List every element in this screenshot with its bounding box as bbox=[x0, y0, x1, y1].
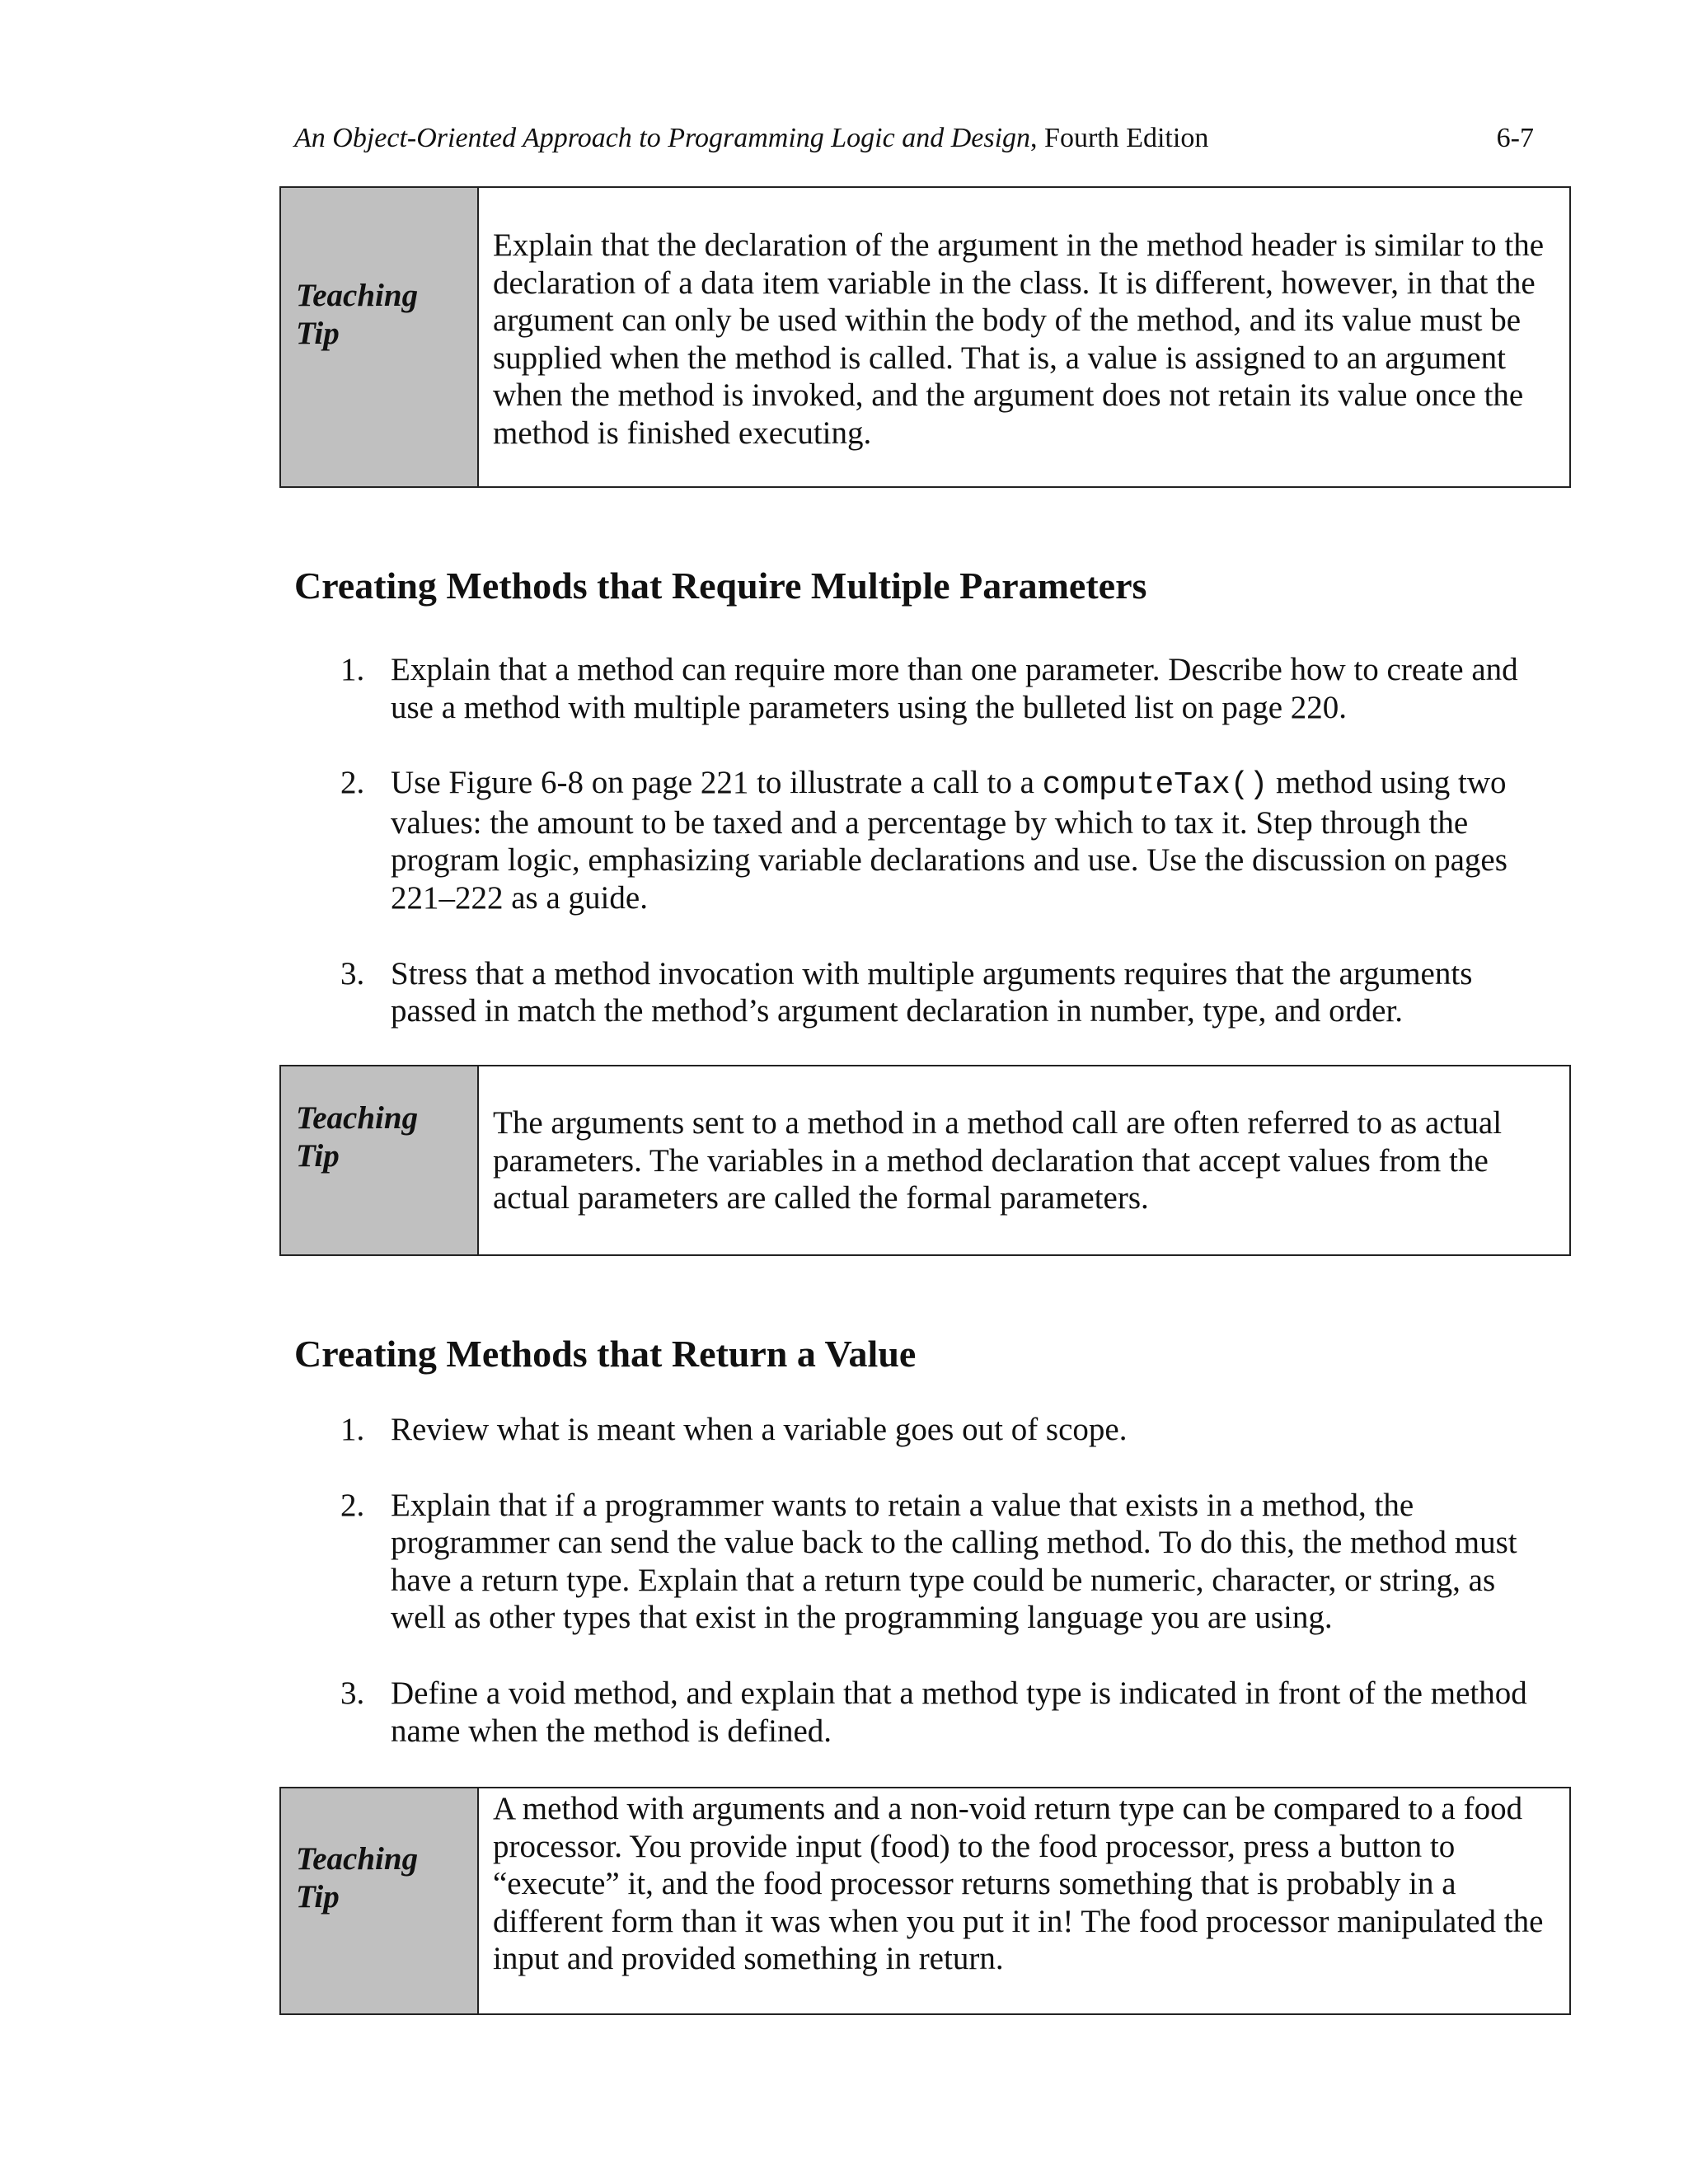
teaching-tip-label bbox=[281, 1788, 479, 2013]
teaching-tip-text: A method with arguments and a non-void return type can be compared to a food processor. You provide input (food) to the food processor, press a button to “execute” it, and the food processor returns something that is probably in a different form than it was when you put it in! The food processor manipulated the input and provided something in return. bbox=[493, 1791, 1544, 1977]
list-item bbox=[294, 1487, 1547, 1637]
section-title: Creating Methods that Require Multiple Parameters bbox=[294, 565, 1147, 607]
running-header-title bbox=[294, 122, 1208, 155]
section-title: Creating Methods that Return a Value bbox=[294, 1333, 917, 1375]
teaching-tip-label-line1: Teaching bbox=[296, 278, 419, 313]
list-item-number: 2. bbox=[340, 765, 365, 801]
teaching-tip-text: Explain that the declaration of the argument in the method header is similar to the declaration of a data item variable in the class. It is different, however, in that the argument can only be used within the body of the method, and its value must be supplied when the method is called. That is, a value is assigned to an argument when the method is invoked, and the argument does not retain its value once the method is finished executing. bbox=[493, 227, 1545, 451]
list-item-text-part: method using two values: the amount to be taxed and a percentage by which to tax it. Step through the program logic, emphasizing variable declarations and use. Use the discussion on pages 221–222 as a guide. bbox=[391, 765, 1507, 916]
teaching-tip-label-line1: Teaching bbox=[296, 1841, 419, 1877]
page-number: 6-7 bbox=[1496, 123, 1534, 153]
book-edition: , Fourth Edition bbox=[1030, 123, 1209, 153]
teaching-tip-label-line2: Tip bbox=[296, 1138, 340, 1174]
book-title: An Object-Oriented Approach to Programming Logic and Design bbox=[294, 123, 1031, 153]
teaching-tip-box bbox=[279, 1065, 1571, 1256]
teaching-tip-label-line2: Tip bbox=[296, 316, 340, 351]
list-item-number: 1. bbox=[340, 652, 365, 687]
teaching-tip-label-line1: Teaching bbox=[296, 1100, 419, 1136]
list-item-number: 2. bbox=[340, 1487, 365, 1523]
list-item bbox=[294, 1675, 1547, 1750]
list-item-number: 3. bbox=[340, 955, 365, 991]
list-item-text bbox=[391, 765, 1507, 916]
list-item-text: Review what is meant when a variable goes out of scope. bbox=[391, 1412, 1128, 1447]
teaching-tip-label-line2: Tip bbox=[296, 1879, 340, 1915]
inline-code: computeTax() bbox=[1042, 767, 1268, 804]
list-item-text: Define a void method, and explain that a method type is indicated in front of the method name when the method is defined. bbox=[391, 1675, 1527, 1749]
list-item-text: Stress that a method invocation with multiple arguments requires that the arguments passed in match the method’s argument declaration in number, type, and order. bbox=[391, 955, 1473, 1029]
running-header bbox=[294, 122, 1534, 155]
teaching-tip-box bbox=[279, 1787, 1571, 2015]
teaching-tip-label bbox=[281, 1066, 479, 1254]
list-item-number: 3. bbox=[340, 1675, 365, 1711]
numbered-list bbox=[294, 651, 1547, 1030]
teaching-tip-text: The arguments sent to a method in a method call are often referred to as actual parameters. The variables in a method declaration that accept values from the actual parameters are called the formal parameters. bbox=[493, 1105, 1503, 1216]
list-item bbox=[294, 651, 1547, 726]
list-item bbox=[294, 1411, 1547, 1449]
numbered-list bbox=[294, 1411, 1547, 1750]
list-item-text: Explain that if a programmer wants to retain a value that exists in a method, the programmer can send the value back to the calling method. To do this, the method must have a return type. Explain that a return type could be numeric, character, or string, as well as other types that exist in the programming language you are using. bbox=[391, 1487, 1517, 1636]
list-item-number: 1. bbox=[340, 1412, 365, 1447]
teaching-tip-label bbox=[281, 188, 479, 486]
list-item-text: Explain that a method can require more than one parameter. Describe how to create and use a method with multiple parameters using the bulleted list on page 220. bbox=[391, 652, 1518, 725]
list-item bbox=[294, 955, 1547, 1030]
list-item bbox=[294, 764, 1547, 916]
teaching-tip-box bbox=[279, 186, 1571, 488]
list-item-text-part: Use Figure 6-8 on page 221 to illustrate a call to a bbox=[391, 765, 1043, 801]
